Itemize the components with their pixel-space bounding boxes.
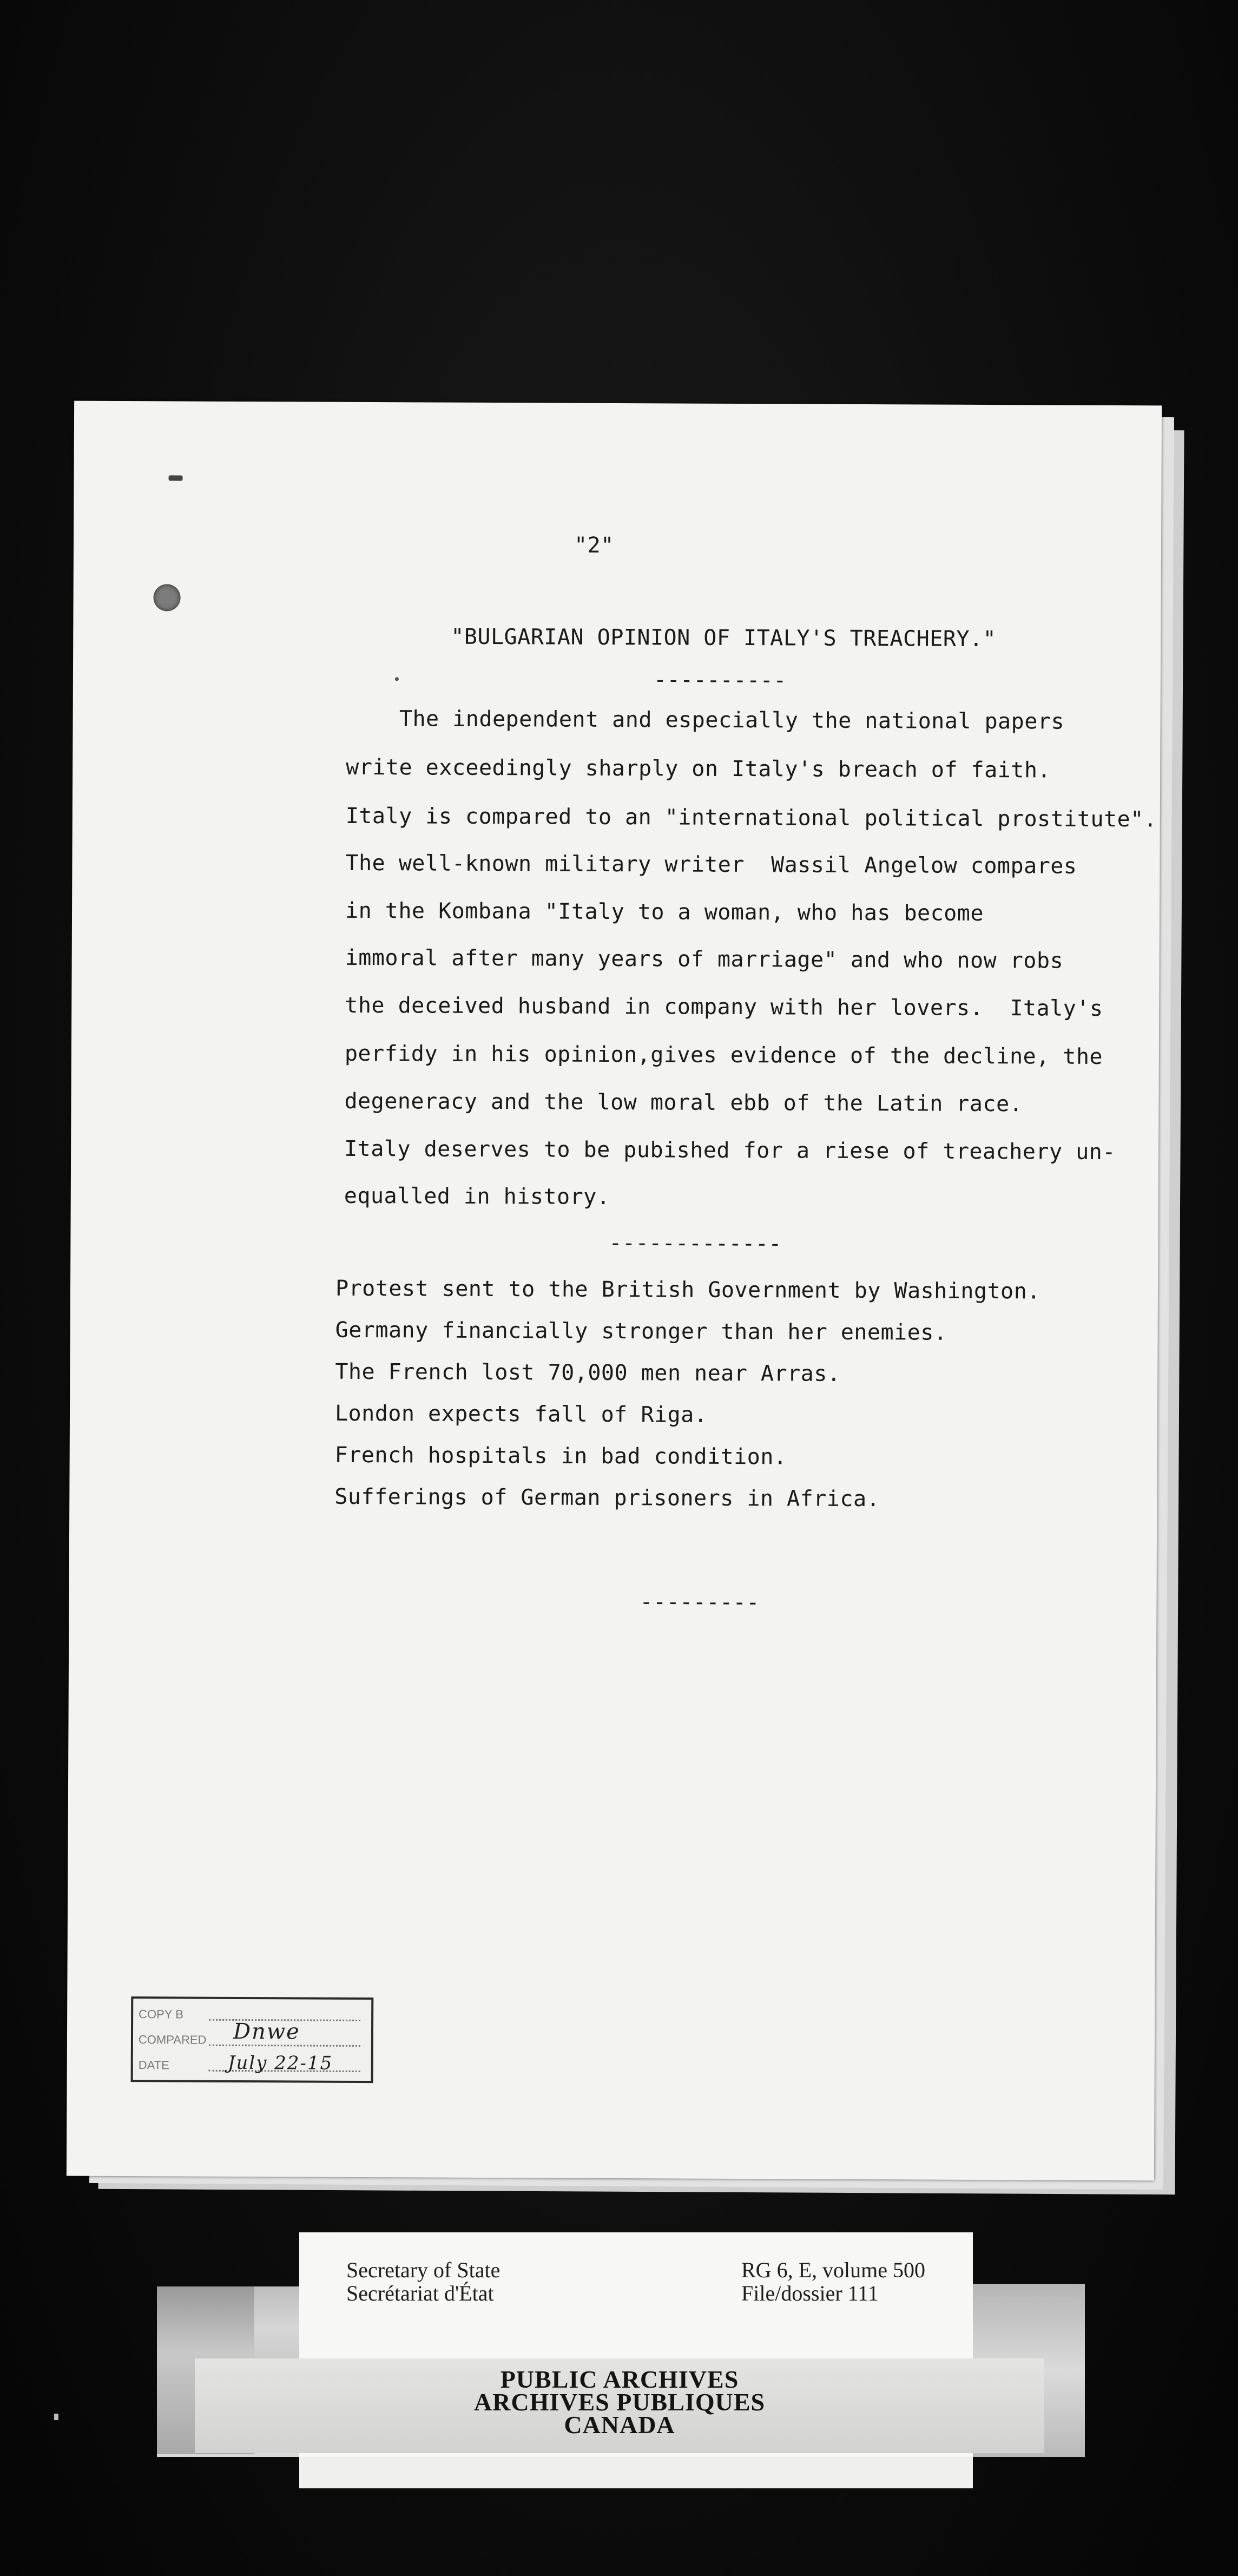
department-english: Secretary of State — [346, 2258, 501, 2282]
paragraph-line: The independent and especially the national papers — [346, 706, 1065, 734]
record-group-reference: RG 6, E, volume 500 — [741, 2258, 925, 2282]
scan-artifact — [54, 2414, 58, 2420]
stamp-date-row — [139, 2053, 366, 2075]
paragraph-line: degeneracy and the low moral ebb of the Latin race. — [344, 1088, 1023, 1117]
paragraph-line: write exceedingly sharply on Italy's breach of faith. — [346, 754, 1051, 783]
page-number: "2" — [574, 533, 614, 558]
paragraph-line: equalled in history. — [344, 1183, 610, 1210]
staple-mark — [169, 475, 183, 481]
headline-item: Germany financially stronger than her enemies. — [335, 1317, 947, 1345]
stamp-date-label: DATE — [138, 2058, 169, 2072]
archive-banner-line3: CANADA — [564, 2411, 675, 2439]
headline-item: London expects fall of Riga. — [334, 1401, 708, 1428]
archive-banner — [195, 2358, 1044, 2453]
comparison-stamp — [131, 1996, 374, 2083]
paragraph-line: Italy is compared to an "international political prostitute". — [345, 803, 1157, 832]
archive-banner-line1: PUBLIC ARCHIVES — [500, 2365, 739, 2393]
stamp-copy-label: COPY B — [139, 2007, 183, 2021]
document-page — [67, 401, 1162, 2181]
headline-item: Protest sent to the British Government by Washington. — [335, 1276, 1041, 1304]
paragraph-line: the deceived husband in company with her lovers. Italy's — [345, 993, 1103, 1021]
stamp-compared-row — [138, 2019, 366, 2050]
paragraph-line: Italy deserves to be pubished for a riese of treachery un- — [344, 1136, 1116, 1165]
end-separator: --------- — [640, 1589, 760, 1615]
headline-item: The French lost 70,000 men near Arras. — [335, 1359, 841, 1386]
paragraph-line: perfidy in his opinion,gives evidence of the decline, the — [344, 1041, 1103, 1069]
compared-signature: Dnwe — [233, 2019, 300, 2045]
archive-label-bottom-edge — [299, 2457, 973, 2488]
document-title: "BULGARIAN OPINION OF ITALY'S TREACHERY." — [451, 624, 997, 652]
stamp-dotted-line — [209, 2045, 360, 2047]
department-french: Secrétariat d'État — [346, 2281, 494, 2305]
punch-hole — [153, 584, 180, 611]
archive-banner-line2: ARCHIVES PUBLIQUES — [473, 2388, 766, 2416]
headline-item: French hospitals in bad condition. — [334, 1442, 787, 1470]
ink-dot — [395, 677, 399, 681]
headline-item: Sufferings of German prisoners in Africa. — [334, 1484, 880, 1512]
file-reference: File/dossier 111 — [741, 2281, 879, 2305]
stamp-compared-label: COMPARED — [138, 2033, 207, 2047]
date-handwritten: July 22-15 — [227, 2052, 333, 2074]
paragraph-line: in the Kombana "Italy to a woman, who has become — [345, 898, 984, 926]
paragraph-line: immoral after many years of marriage" and who now robs — [345, 945, 1064, 974]
section-separator: ------------- — [609, 1230, 782, 1257]
title-separator: ---------- — [653, 667, 787, 693]
paragraph-line: The well-known military writer Wassil Angelow compares — [345, 850, 1077, 879]
